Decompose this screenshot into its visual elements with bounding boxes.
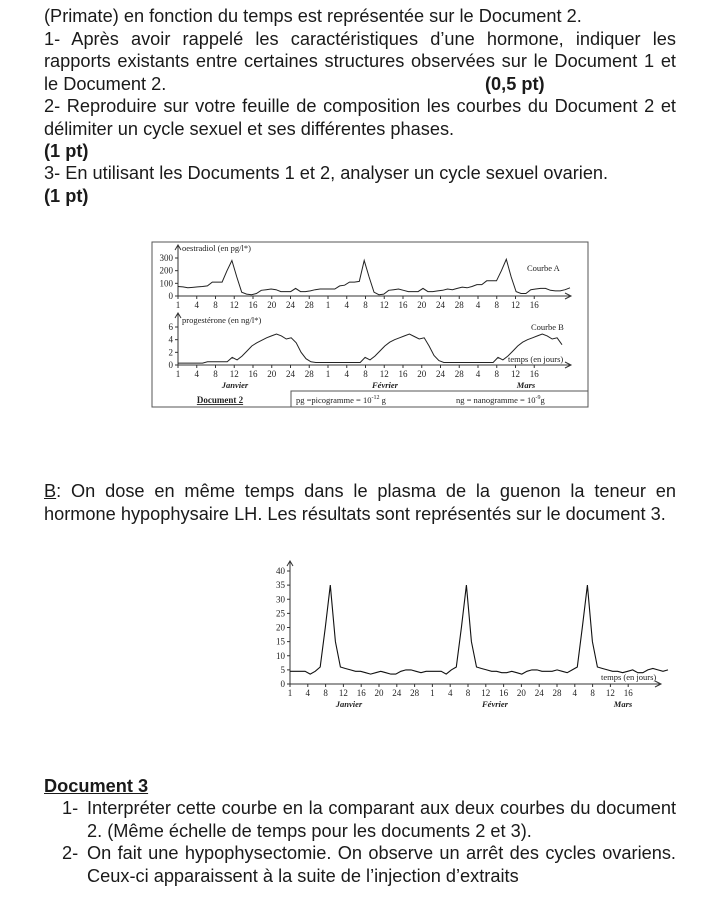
chart-lh-ytick-label: 0 xyxy=(280,679,285,689)
item-1-number: 1- xyxy=(62,798,79,818)
chart-a-xtick-label: 16 xyxy=(398,300,408,310)
section-b-text: : On dose en même temps dans le plasma de la guenon la teneur en hormone hypophysaire LH. Les résultats sont représentés sur le document 3. xyxy=(44,481,676,524)
question-3-text: 3- En utilisant les Documents 1 et 2, analyser un cycle sexuel ovarien. xyxy=(44,163,609,183)
chart-b-month-janvier: Janvier xyxy=(221,380,249,390)
chart-b-xtick-label: 20 xyxy=(267,369,277,379)
chart-a-xtick-label: 8 xyxy=(213,300,218,310)
chart-lh-xtick-label: 12 xyxy=(481,688,491,698)
chart-b-xtick-label: 16 xyxy=(248,369,258,379)
document-3-caption: Document 3 xyxy=(44,776,149,796)
chart-b-xtick-label: 4 xyxy=(344,369,349,379)
chart-a-xtick-label: 28 xyxy=(454,300,464,310)
chart-a-xtick-label: 24 xyxy=(436,300,445,310)
chart-b-xtick-label: 1 xyxy=(325,369,331,379)
chart-a-xtick-label: 8 xyxy=(363,300,368,310)
chart-a-xtick-label: 1 xyxy=(175,300,181,310)
document-2-caption: Document 2 xyxy=(196,395,244,405)
chart-b-xlabel: temps (en jours) xyxy=(508,354,564,364)
chart-a-xtick-label: 12 xyxy=(229,300,239,310)
chart-lh-xtick-label: 4 xyxy=(447,688,453,698)
units-pg: pg =picogramme = $10^{-12}$ g xyxy=(296,395,386,405)
chart-a-xtick-label: 24 xyxy=(286,300,295,310)
chart-lh-xtick-label: 20 xyxy=(516,688,526,698)
chart-lh-xtick-label: 4 xyxy=(305,688,311,698)
chart-lh-xtick-label: 28 xyxy=(552,688,562,698)
chart-lh-xlabel: temps (en jours) xyxy=(601,672,657,682)
chart-a-xtick-label: 16 xyxy=(529,300,539,310)
chart-b-xtick-label: 4 xyxy=(194,369,199,379)
chart-lh-month-mars: Mars xyxy=(613,699,633,709)
chart-b-month-fevrier: Février xyxy=(372,380,398,390)
chart-b-xtick-label: 24 xyxy=(286,369,295,379)
chart-b-ytick-label: 0 xyxy=(168,360,173,370)
chart-a-xtick-label: 12 xyxy=(511,300,520,310)
chart-a-xtick-label: 8 xyxy=(494,300,499,310)
chart-lh-ytick-label: 20 xyxy=(276,622,285,633)
chart-a-ytick-label: 300 xyxy=(159,253,173,263)
chart-a-ytick-label: 0 xyxy=(168,291,173,301)
chart-lh-ytick-label: 10 xyxy=(276,650,285,661)
chart-lh-xtick-label: 16 xyxy=(499,688,509,698)
intro-line: (Primate) en fonction du temps est représentée sur le Document 2. xyxy=(44,6,582,26)
chart-a-xtick-label: 20 xyxy=(267,300,277,310)
chart-a-ytick-label: 100 xyxy=(159,278,173,289)
chart-b-xtick-label: 24 xyxy=(436,369,445,379)
question-2-text: 2- Reproduire sur votre feuille de composition les courbes du Document 2 et délimiter un cycle sexuel et ses différentes phases. xyxy=(44,96,676,139)
chart-a-xtick-label: 4 xyxy=(194,300,199,310)
units-ng: ng = nanogramme = $10^{-9}g$ xyxy=(456,395,545,405)
chart-lh-month-janvier: Janvier xyxy=(335,699,363,709)
chart-b-xtick-label: 28 xyxy=(454,369,464,379)
question-2-points: (1 pt) xyxy=(44,141,89,161)
chart-lh-xtick-label: 4 xyxy=(572,688,578,698)
chart-lh-month-fevrier: Février xyxy=(482,699,508,709)
chart-lh-xtick-label: 8 xyxy=(590,688,595,698)
chart-lh-xtick-label: 1 xyxy=(287,688,293,698)
chart-a-xtick-label: 12 xyxy=(379,300,389,310)
chart-b-line xyxy=(178,334,562,363)
chart-lh-xtick-label: 1 xyxy=(430,688,435,698)
chart-lh-xtick-label: 16 xyxy=(356,688,366,698)
document-3-item-2 xyxy=(62,842,676,887)
item-1-text: Interpréter cette courbe en la comparant aux deux courbes du document 2. (Même échelle de temps pour les documents 2 et 3). xyxy=(87,798,676,841)
chart-b-xtick-label: 8 xyxy=(363,369,368,379)
chart-lh-ytick-label: 35 xyxy=(276,580,285,591)
chart-b-month-mars: Mars xyxy=(516,380,536,390)
chart-b-series-label: Courbe B xyxy=(531,322,564,332)
chart-lh-ytick-label: 5 xyxy=(280,664,285,675)
item-2-text: On fait une hypophysectomie. On observe un arrêt des cycles ovariens. Ceux-ci apparaissent à la suite de l’injection d’extraits xyxy=(87,843,676,886)
chart-b-ylabel: progestérone (en ng/l*) xyxy=(182,315,262,325)
chart-b-xtick-label: 1 xyxy=(175,369,181,379)
chart-b-xtick-label: 8 xyxy=(494,369,499,379)
chart-lh-ytick-label: 15 xyxy=(276,636,285,647)
item-2-number: 2- xyxy=(62,843,79,863)
question-1-points: (0,5 pt) xyxy=(485,73,545,94)
section-b xyxy=(44,480,676,525)
chart-b-xtick-label: 12 xyxy=(379,369,389,379)
chart-lh-xtick-label: 8 xyxy=(323,688,328,698)
chart-a-series-label: Courbe A xyxy=(527,263,560,273)
chart-b-xtick-label: 16 xyxy=(529,369,539,379)
chart-b-xtick-label: 12 xyxy=(229,369,239,379)
chart-a-xtick-label: 4 xyxy=(344,300,349,310)
chart-a-xtick-label: 16 xyxy=(248,300,258,310)
chart-a-ytick-label: 200 xyxy=(159,265,173,276)
chart-b-xtick-label: 8 xyxy=(213,369,218,379)
chart-a-xtick-label: 4 xyxy=(475,300,481,310)
chart-lh-xtick-label: 20 xyxy=(374,688,384,698)
chart-a-xtick-label: 1 xyxy=(325,300,331,310)
chart-lh-xtick-label: 24 xyxy=(534,688,544,698)
chart-lh-xtick-label: 12 xyxy=(338,688,348,698)
chart-a-ylabel: oestradiol (en pg/l*) xyxy=(182,243,251,253)
section-b-label: B xyxy=(44,481,57,501)
chart-b-xtick-label: 4 xyxy=(475,369,481,379)
chart-b-xtick-label: 20 xyxy=(417,369,427,379)
chart-a-line xyxy=(178,259,570,294)
chart-b-ytick-label: 6 xyxy=(168,322,173,332)
chart-b-ytick-label: 2 xyxy=(168,347,173,358)
chart-a-xtick-label: 20 xyxy=(417,300,427,310)
chart-lh-line xyxy=(290,585,668,674)
chart-b-xtick-label: 16 xyxy=(398,369,408,379)
document-3-item-1 xyxy=(62,797,676,842)
chart-lh-ytick-label: 40 xyxy=(276,566,285,576)
question-1-text: 1- Après avoir rappelé les caractéristiques d’une hormone, indiquer les rapports existants entre certaines structures observées sur le Document 1 et le Document 2. xyxy=(44,28,676,94)
chart-b-xtick-label: 12 xyxy=(511,369,520,379)
chart-lh-xtick-label: 24 xyxy=(392,688,402,698)
chart-b-xtick-label: 28 xyxy=(304,369,314,379)
chart-lh-xtick-label: 16 xyxy=(623,688,633,698)
chart-a-xtick-label: 28 xyxy=(304,300,314,310)
chart-lh-xtick-label: 8 xyxy=(465,688,471,698)
chart-lh-xtick-label: 12 xyxy=(605,688,615,698)
chart-lh-ytick-label: 25 xyxy=(276,608,285,619)
chart-lh-xtick-label: 28 xyxy=(410,688,420,698)
chart-b-ytick-label: 4 xyxy=(168,334,173,345)
chart-lh-ytick-label: 30 xyxy=(276,594,285,605)
question-3-points: (1 pt) xyxy=(44,185,89,206)
